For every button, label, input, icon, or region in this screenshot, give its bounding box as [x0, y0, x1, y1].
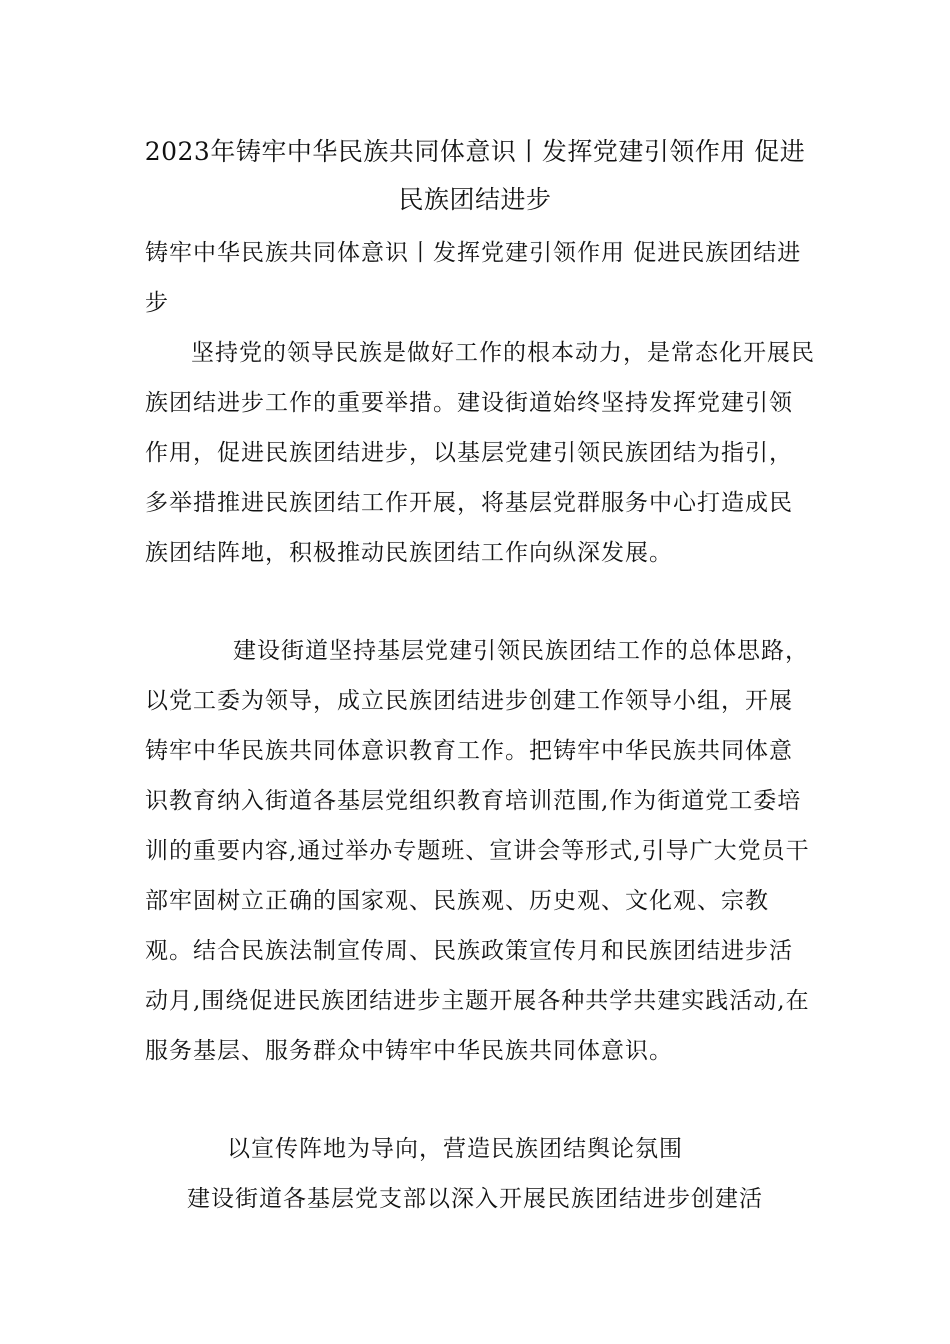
- document-subtitle: 铸牢中华民族共同体意识丨发挥党建引领作用 促进民族团结进步: [145, 240, 802, 316]
- paragraph-1: 坚持党的领导民族是做好工作的根本动力，是常态化开展民族团结进步工作的重要举措。建设街道始终坚持发挥党建引领作用，促进民族团结进步，以基层党建引领民族团结为指引，多举措推进民族团结工作开展，将基层党群服务中心打造成民族团结阵地，积极推动民族团结工作向纵深发展。: [145, 340, 815, 566]
- document-title: 2023年铸牢中华民族共同体意识丨发挥党建引领作用 促进民族团结进步: [144, 137, 806, 214]
- paragraph-2: 建设街道坚持基层党建引领民族团结工作的总体思路，以党工委为领导，成立民族团结进步创建工作领导小组，开展铸牢中华民族共同体意识教育工作。把铸牢中华民族共同体意识教育纳入街道各基层党组织教育培训范围,作为街道党工委培训的重要内容,通过举办专题班、宣讲会等形式,引导广大党员干部牢固树立正确的国家观、民族观、历史观、文化观、宗教观。结合民族法制宣传周、民族政策宣传月和民族团结进步活动月,围绕促进民族团结进步主题开展各种共学共建实践活动,在服务基层、服务群众中铸牢中华民族共同体意识。: [145, 638, 810, 1064]
- paragraph-3: 建设街道各基层党支部以深入开展民族团结进步创建活: [187, 1186, 763, 1212]
- section-heading: 以宣传阵地为导向，营造民族团结舆论氛围: [227, 1136, 683, 1162]
